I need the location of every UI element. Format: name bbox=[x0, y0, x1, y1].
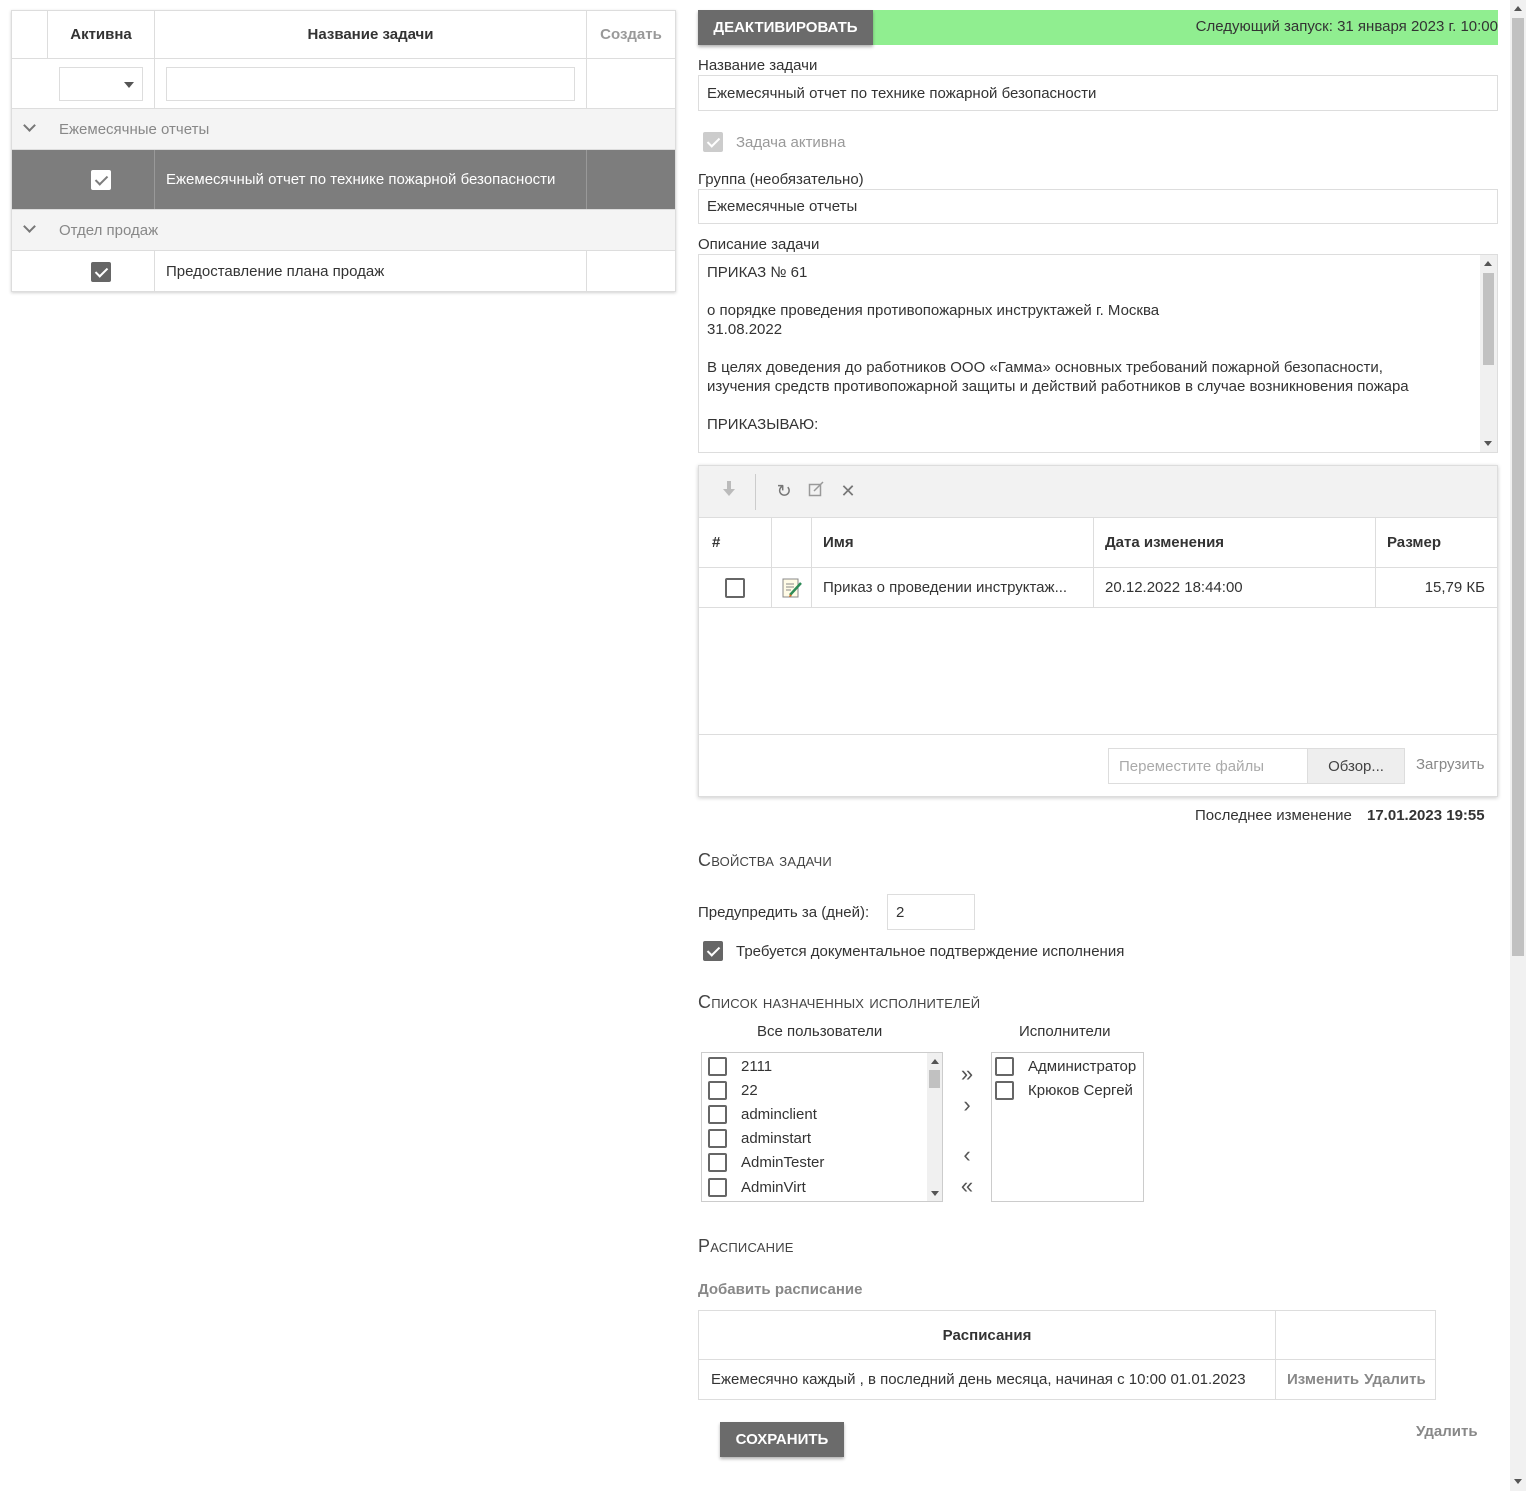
warn-days-label: Предупредить за (дней): bbox=[698, 904, 870, 921]
task-name-label: Название задачи bbox=[698, 57, 818, 74]
download-icon[interactable] bbox=[718, 480, 740, 502]
description-line: 31.08.2022 bbox=[707, 321, 783, 338]
user-name: adminclient bbox=[741, 1105, 817, 1123]
next-run-text: Следующий запуск: 31 января 2023 г. 10:00 bbox=[1195, 18, 1498, 35]
grid-header bbox=[12, 11, 675, 59]
browse-button[interactable]: Обзор... bbox=[1307, 748, 1405, 784]
column-header-number: # bbox=[712, 534, 721, 551]
assignees-title: Список назначенных исполнителей bbox=[698, 992, 981, 1012]
rename-icon[interactable] bbox=[805, 480, 827, 502]
file-toolbar bbox=[699, 466, 1497, 518]
schedule-table bbox=[698, 1310, 1436, 1400]
edit-schedule-link[interactable]: Изменить bbox=[1287, 1370, 1360, 1388]
description-text bbox=[707, 263, 1489, 434]
file-modified: 20.12.2022 18:44:00 bbox=[1105, 579, 1243, 596]
last-modified-value: 17.01.2023 19:55 bbox=[1367, 807, 1485, 824]
chevron-down-icon[interactable] bbox=[23, 220, 36, 233]
chevron-down-icon bbox=[124, 82, 134, 88]
user-list-item[interactable] bbox=[708, 1054, 772, 1078]
column-header-name[interactable]: Имя bbox=[823, 534, 854, 551]
description-line: ПРИКАЗ № 61 bbox=[707, 264, 808, 281]
user-name: 2111 bbox=[741, 1057, 773, 1075]
executor-list-item[interactable] bbox=[995, 1078, 1133, 1102]
task-grid bbox=[11, 10, 676, 292]
grid-filter-row bbox=[12, 59, 675, 109]
doc-confirm-label: Требуется документальное подтверждение исполнения bbox=[736, 942, 1125, 960]
column-header-size[interactable]: Размер bbox=[1387, 534, 1442, 551]
executors-label: Исполнители bbox=[1019, 1023, 1111, 1040]
delete-icon[interactable]: ✕ bbox=[840, 481, 856, 501]
page-scrollbar[interactable] bbox=[1510, 0, 1526, 1491]
save-button[interactable]: СОХРАНИТЬ bbox=[720, 1422, 844, 1457]
all-users-scrollbar[interactable] bbox=[927, 1053, 942, 1201]
file-row[interactable] bbox=[699, 568, 1497, 608]
column-header-name[interactable]: Название задачи bbox=[307, 26, 434, 43]
group-row[interactable] bbox=[12, 109, 675, 150]
add-schedule-link[interactable]: Добавить расписание bbox=[698, 1281, 863, 1298]
executor-name: Крюков Сергей bbox=[1028, 1081, 1133, 1099]
all-users-list[interactable] bbox=[701, 1052, 943, 1202]
group-label: Группа (необязательно) bbox=[698, 171, 864, 188]
user-name: AdminVirt bbox=[741, 1178, 806, 1196]
file-drop-input[interactable]: Переместите файлы bbox=[1108, 748, 1308, 784]
move-all-right-icon[interactable]: » bbox=[960, 1061, 974, 1086]
user-checkbox[interactable] bbox=[708, 1129, 727, 1148]
user-list-item[interactable] bbox=[708, 1102, 817, 1126]
description-line: ПРИКАЗЫВАЮ: bbox=[707, 416, 819, 433]
description-line: В целях доведения до работников ООО «Гамма» основных требований пожарной безопасности, bbox=[707, 359, 1383, 376]
user-name: adminstart bbox=[741, 1130, 812, 1148]
task-active-label: Задача активна bbox=[736, 133, 846, 151]
user-checkbox[interactable] bbox=[708, 1105, 727, 1124]
move-all-left-icon[interactable]: « bbox=[960, 1173, 974, 1198]
user-list-item[interactable] bbox=[708, 1175, 806, 1199]
file-checkbox[interactable] bbox=[725, 578, 745, 598]
group-row[interactable] bbox=[12, 210, 675, 251]
file-name[interactable]: Приказ о проведении инструктаж... bbox=[823, 579, 1068, 596]
chevron-down-icon[interactable] bbox=[23, 119, 36, 132]
user-checkbox[interactable] bbox=[708, 1178, 727, 1197]
upload-button[interactable]: Загрузить bbox=[1416, 756, 1485, 773]
user-name: 22 bbox=[741, 1081, 758, 1099]
description-textarea[interactable] bbox=[698, 254, 1498, 453]
delete-schedule-link[interactable]: Удалить bbox=[1364, 1370, 1426, 1388]
user-list-item[interactable] bbox=[708, 1078, 758, 1102]
file-size: 15,79 КБ bbox=[1424, 579, 1485, 596]
file-table-header bbox=[699, 518, 1497, 568]
doc-confirm-toggle[interactable] bbox=[703, 941, 1124, 961]
group-label: Ежемесячные отчеты bbox=[59, 120, 210, 138]
executor-checkbox[interactable] bbox=[995, 1057, 1014, 1076]
user-checkbox[interactable] bbox=[708, 1081, 727, 1100]
description-line: о порядке проведения противопожарных инструктажей г. Москва bbox=[707, 302, 1160, 319]
column-header-active[interactable]: Активна bbox=[70, 26, 132, 43]
task-active-checkbox bbox=[703, 132, 723, 152]
schedule-title: Расписание bbox=[698, 1236, 794, 1256]
user-list-item[interactable] bbox=[708, 1127, 811, 1151]
user-checkbox[interactable] bbox=[708, 1153, 727, 1172]
move-left-icon[interactable]: ‹ bbox=[963, 1142, 971, 1167]
task-name-input[interactable]: Ежемесячный отчет по технике пожарной безопасности bbox=[698, 75, 1498, 111]
executor-list-item[interactable] bbox=[995, 1054, 1136, 1078]
task-row-selected[interactable] bbox=[12, 150, 675, 210]
task-name: Предоставление плана продаж bbox=[166, 263, 385, 280]
user-name: AdminTester bbox=[741, 1154, 825, 1172]
doc-confirm-checkbox[interactable] bbox=[703, 941, 723, 961]
group-label: Отдел продаж bbox=[59, 221, 159, 239]
last-modified-label: Последнее изменение bbox=[1195, 807, 1352, 824]
description-line bbox=[707, 282, 1489, 301]
active-checkbox[interactable] bbox=[91, 262, 111, 282]
task-row[interactable] bbox=[12, 251, 675, 292]
schedule-row-actions bbox=[1287, 1359, 1426, 1399]
delete-task-link[interactable]: Удалить bbox=[1416, 1423, 1478, 1440]
description-scrollbar[interactable] bbox=[1480, 255, 1497, 452]
schedule-header: Расписания bbox=[942, 1326, 1032, 1344]
executor-name: Администратор bbox=[1028, 1057, 1137, 1075]
description-line bbox=[707, 396, 1489, 415]
file-manager bbox=[698, 465, 1498, 797]
active-checkbox[interactable] bbox=[91, 170, 111, 190]
schedule-row-text: Ежемесячно каждый , в последний день месяца, начиная с 10:00 01.01.2023 bbox=[711, 1370, 1246, 1388]
all-users-label: Все пользователи bbox=[757, 1023, 883, 1040]
refresh-icon[interactable]: ↻ bbox=[776, 481, 792, 501]
user-list-item[interactable] bbox=[708, 1151, 824, 1175]
name-filter-input[interactable] bbox=[166, 67, 575, 101]
column-header-modified[interactable]: Дата изменения bbox=[1105, 534, 1225, 551]
group-input[interactable]: Ежемесячные отчеты bbox=[698, 189, 1498, 224]
warn-days-input[interactable]: 2 bbox=[887, 894, 975, 930]
user-checkbox[interactable] bbox=[708, 1057, 727, 1076]
executors-list[interactable] bbox=[991, 1052, 1144, 1202]
description-label: Описание задачи bbox=[698, 236, 820, 253]
description-line bbox=[707, 339, 1489, 358]
deactivate-button[interactable]: ДЕАКТИВИРОВАТЬ bbox=[698, 10, 873, 45]
executor-checkbox[interactable] bbox=[995, 1081, 1014, 1100]
description-line: изучения средств противопожарной защиты и действий работников в случае возникновения пожара bbox=[707, 378, 1409, 395]
move-right-icon[interactable]: › bbox=[963, 1092, 971, 1117]
task-name: Ежемесячный отчет по технике пожарной безопасности bbox=[166, 171, 556, 188]
create-button[interactable]: Создать bbox=[600, 26, 662, 43]
document-icon bbox=[781, 568, 803, 607]
properties-title: Свойства задачи bbox=[698, 850, 832, 870]
task-active-toggle bbox=[703, 132, 845, 152]
active-filter-select[interactable] bbox=[59, 67, 143, 101]
